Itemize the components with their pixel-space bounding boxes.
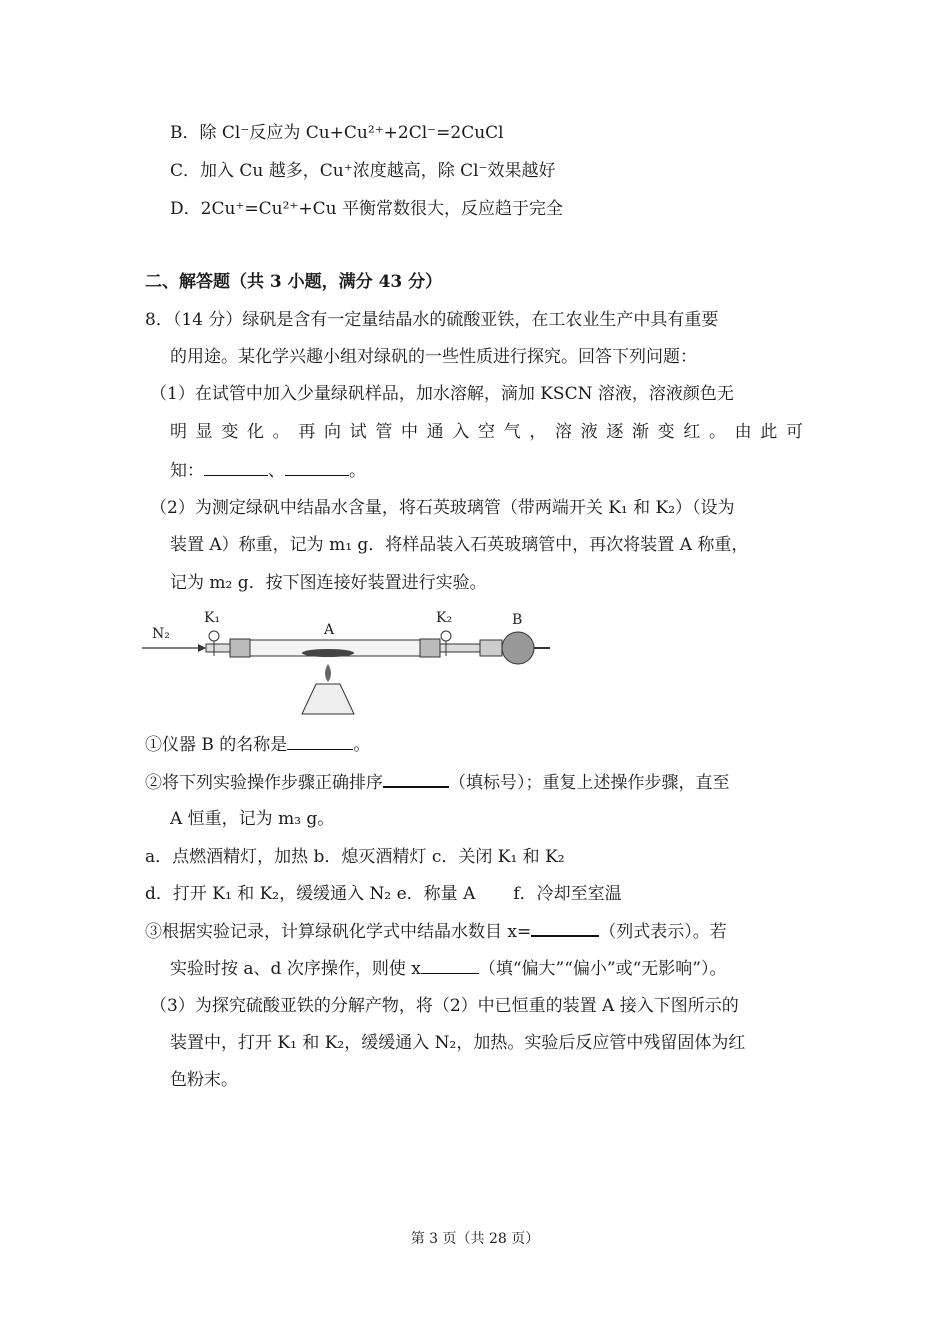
q8-part3-line3: 色粉末。 <box>170 1070 238 1090</box>
arrow-head <box>198 644 206 652</box>
q8-part3-line2: 装置中，打开 K₁ 和 K₂，缓缓通入 N₂，加热。实验后反应管中残留固体为红 <box>170 1033 746 1053</box>
answer-blank[interactable] <box>383 770 449 788</box>
answer-blank[interactable] <box>421 957 479 974</box>
q8-part2-line3: 记为 m₂ g．按下图连接好装置进行实验。 <box>170 573 487 593</box>
q8-line1: 8．（14 分）绿矾是含有一定量结晶水的硫酸亚铁，在工农业生产中具有重要 <box>145 310 719 330</box>
option-d: D．2Cu⁺=Cu²⁺+Cu 平衡常数很大，反应趋于完全 <box>170 199 563 219</box>
flame-icon <box>325 664 331 682</box>
q8-part1-line3 <box>170 459 366 483</box>
option-c: C．加入 Cu 越多，Cu⁺浓度越高，除 Cl⁻效果越好 <box>170 161 556 181</box>
q8-step2 <box>145 770 730 795</box>
a-label: A <box>324 622 335 638</box>
text: 。 <box>353 735 371 755</box>
connector-left <box>206 644 230 652</box>
text: ②将下列实验操作步骤正确排序 <box>145 773 383 793</box>
text: 实验时按 a、d 次序操作，则使 x <box>170 959 421 979</box>
section-title: 二、解答题（共 3 小题，满分 43 分） <box>145 272 443 292</box>
q8-part1-line2: 明显变化。再向试管中通入空气，溶液逐渐变红。由此可 <box>170 422 805 442</box>
text: ①仪器 B 的名称是 <box>145 735 288 755</box>
text: 知： <box>170 461 204 481</box>
answer-blank[interactable] <box>204 459 268 476</box>
text: f．冷却至室温 <box>513 884 622 904</box>
b-label: B <box>512 612 523 628</box>
k2-label: K₂ <box>436 610 453 626</box>
text: 。 <box>349 461 366 481</box>
stopper-left <box>230 639 250 657</box>
apparatus-diagram <box>140 606 560 724</box>
q8-step2-line2: A 恒重，记为 m₃ g。 <box>170 809 335 829</box>
drying-bulb-b-icon <box>502 632 534 664</box>
text: （填“偏大”“偏小”或“无影响”）。 <box>478 959 727 979</box>
q8-step3-line2 <box>170 957 726 981</box>
answer-blank[interactable] <box>287 733 353 750</box>
valve-k1-icon <box>209 631 219 641</box>
n2-label: N₂ <box>152 626 170 642</box>
q8-part1-line1: （1）在试管中加入少量绿矾样品，加水溶解，滴加 KSCN 溶液，溶液颜色无 <box>150 384 734 404</box>
k1-label: K₁ <box>204 610 221 626</box>
text: （列式表示）。若 <box>599 922 727 942</box>
drying-tube-neck <box>480 640 502 656</box>
valve-k2-icon <box>441 631 451 641</box>
q8-step3 <box>145 919 727 944</box>
page-footer: 第 3 页（共 28 页） <box>410 1231 540 1247</box>
stopper-right <box>420 639 440 657</box>
option-b: B．除 Cl⁻反应为 Cu+Cu²⁺+2Cl⁻=2CuCl <box>170 123 504 143</box>
steps-line2 <box>145 882 622 906</box>
q8-step1 <box>145 733 370 757</box>
alcohol-lamp-icon <box>302 684 354 714</box>
text: （填标号）；重复上述操作步骤，直至 <box>449 773 730 793</box>
q8-part2-line1: （2）为测定绿矾中结晶水含量，将石英玻璃管（带两端开关 K₁ 和 K₂）（设为 <box>150 498 735 518</box>
answer-blank[interactable] <box>531 919 599 937</box>
q8-line2: 的用途。某化学兴趣小组对绿矾的一些性质进行探究。回答下列问题： <box>170 347 697 367</box>
steps-line1: a．点燃酒精灯，加热 b．熄灭酒精灯 c．关闭 K₁ 和 K₂ <box>145 847 565 867</box>
sample-powder <box>302 649 354 657</box>
q8-part2-line2: 装置 A）称重，记为 m₁ g．将样品装入石英玻璃管中，再次将装置 A 称重， <box>170 535 749 555</box>
text: d．打开 K₁ 和 K₂，缓缓通入 N₂ e．称量 A <box>145 884 476 904</box>
text: ③根据实验记录，计算绿矾化学式中结晶水数目 x= <box>145 922 532 942</box>
text: 、 <box>268 461 285 481</box>
answer-blank[interactable] <box>285 459 349 476</box>
q8-part3-line1: （3）为探究硫酸亚铁的分解产物，将（2）中已恒重的装置 A 接入下图所示的 <box>150 996 739 1016</box>
